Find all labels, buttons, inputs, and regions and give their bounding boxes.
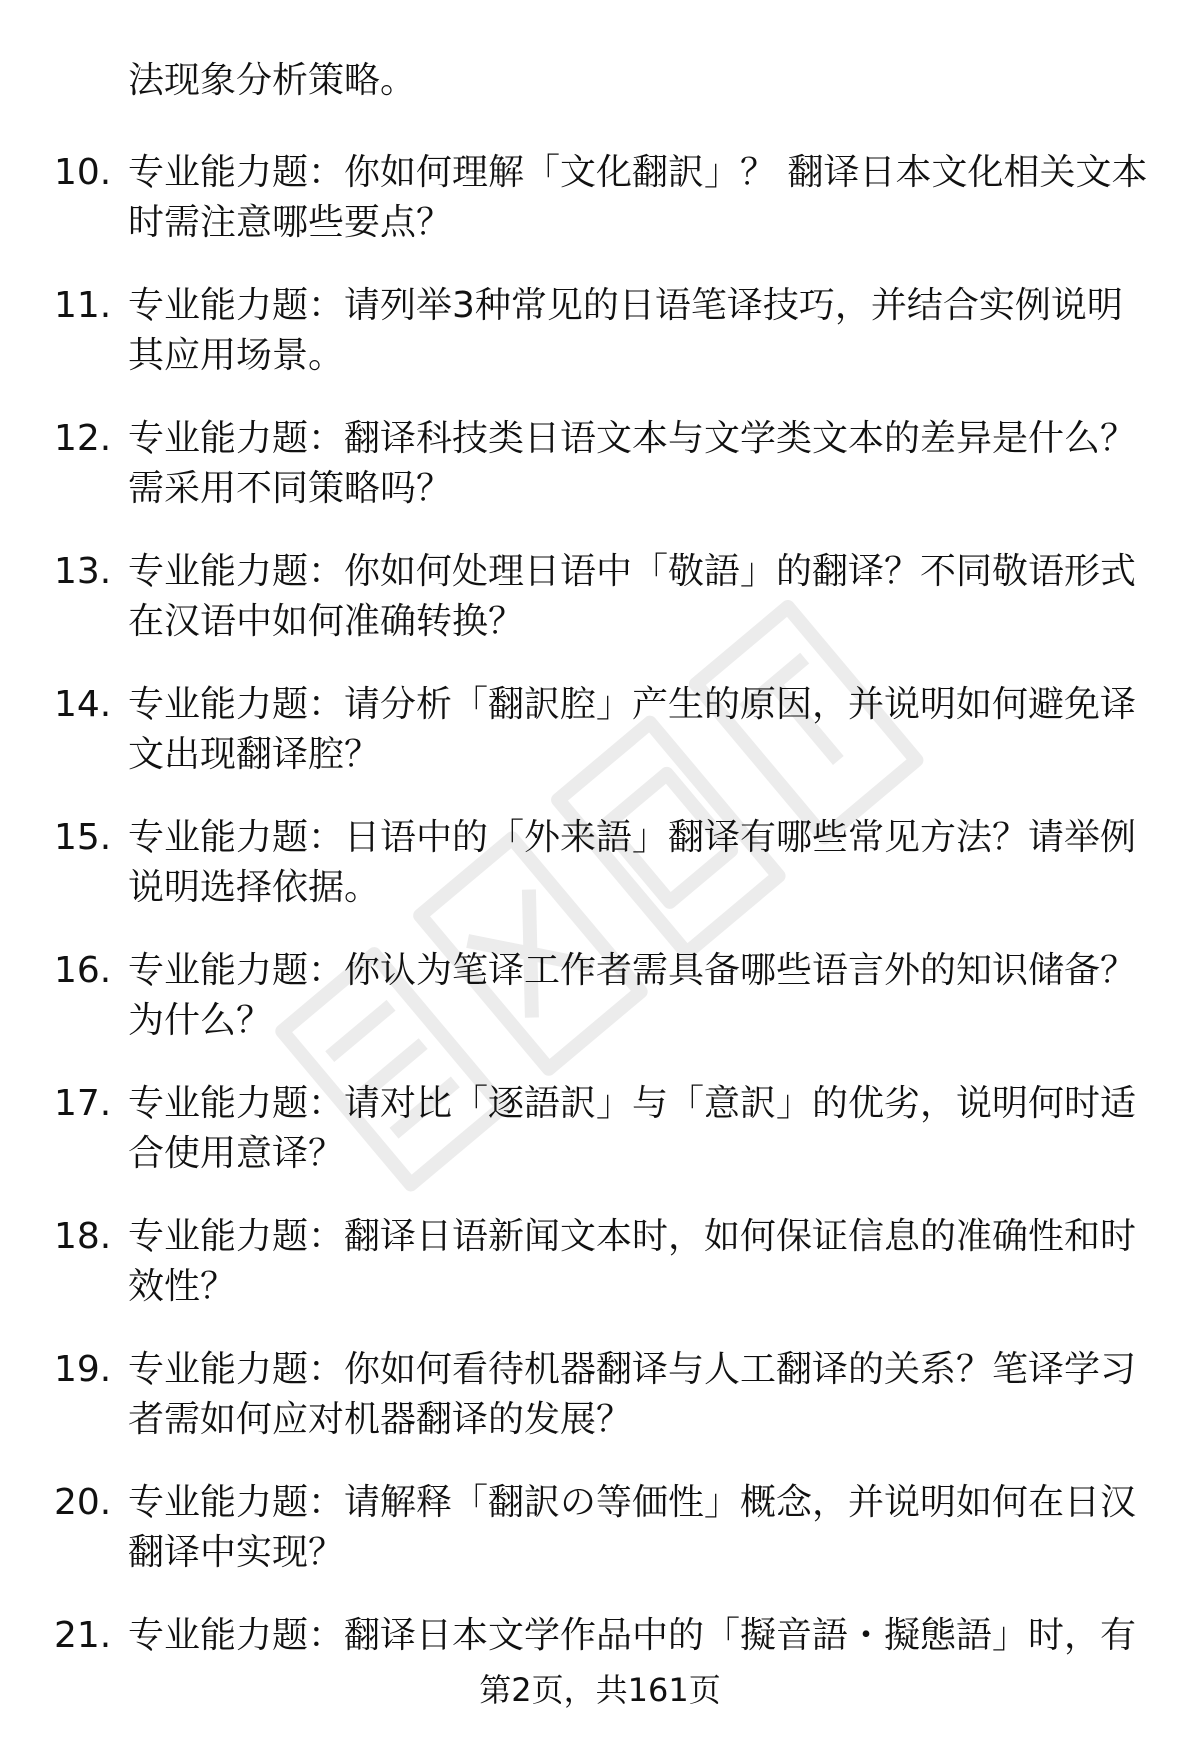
question-text: 专业能力题：翻译日语新闻文本时，如何保证信息的准确性和时效性？ [128, 1216, 1137, 1307]
page-footer: 第2页，共161页 [479, 1671, 721, 1709]
question-list [0, 148, 1200, 1744]
question-text: 专业能力题：你如何处理日语中「敬語」的翻译？不同敬语形式在汉语中如何准确转换？ [128, 551, 1137, 642]
question-text: 专业能力题：翻译科技类日语文本与文学类文本的差异是什么？需采用不同策略吗？ [128, 418, 1137, 509]
question-text: 专业能力题：日语中的「外来語」翻译有哪些常见方法？请举例说明选择依据。 [128, 817, 1137, 908]
list-item [0, 547, 1200, 680]
question-text: 专业能力题：请解释「翻訳の等価性」概念，并说明如何在日汉翻译中实现？ [128, 1482, 1137, 1573]
question-number: 13. [54, 551, 112, 592]
question-text: 专业能力题：请分析「翻訳腔」产生的原因，并说明如何避免译文出现翻译腔？ [128, 684, 1137, 775]
list-item [0, 148, 1200, 281]
question-number: 19. [54, 1349, 112, 1390]
question-number: 12. [54, 418, 112, 459]
list-item [0, 1079, 1200, 1212]
question-number: 17. [54, 1083, 112, 1124]
list-item [0, 281, 1200, 414]
continuation-text: 法现象分析策略。 [128, 60, 417, 101]
question-number: 21. [54, 1615, 112, 1656]
list-item [0, 1345, 1200, 1478]
list-item [0, 680, 1200, 813]
question-text: 专业能力题：请列举3种常见的日语笔译技巧，并结合实例说明其应用场景。 [128, 285, 1123, 376]
question-number: 18. [54, 1216, 112, 1257]
list-item [0, 946, 1200, 1079]
question-text: 专业能力题：你如何理解「文化翻訳」？ 翻译日本文化相关文本时需注意哪些要点？ [128, 152, 1148, 243]
list-item [0, 1212, 1200, 1345]
question-text: 专业能力题：你认为笔译工作者需具备哪些语言外的知识储备？为什么？ [128, 950, 1137, 1041]
question-number: 16. [54, 950, 112, 991]
question-number: 11. [54, 285, 112, 326]
question-text: 专业能力题：请对比「逐語訳」与「意訳」的优劣，说明何时适合使用意译？ [128, 1083, 1137, 1174]
question-number: 14. [54, 684, 112, 725]
question-text: 专业能力题：翻译日本文学作品中的「擬音語・擬態語」时，有 [128, 1615, 1137, 1656]
list-item [0, 414, 1200, 547]
question-text: 专业能力题：你如何看待机器翻译与人工翻译的关系？笔译学习者需如何应对机器翻译的发展？ [128, 1349, 1137, 1440]
list-item [0, 1478, 1200, 1611]
list-item [0, 813, 1200, 946]
question-number: 15. [54, 817, 112, 858]
question-number: 20. [54, 1482, 112, 1523]
question-number: 10. [54, 152, 112, 193]
